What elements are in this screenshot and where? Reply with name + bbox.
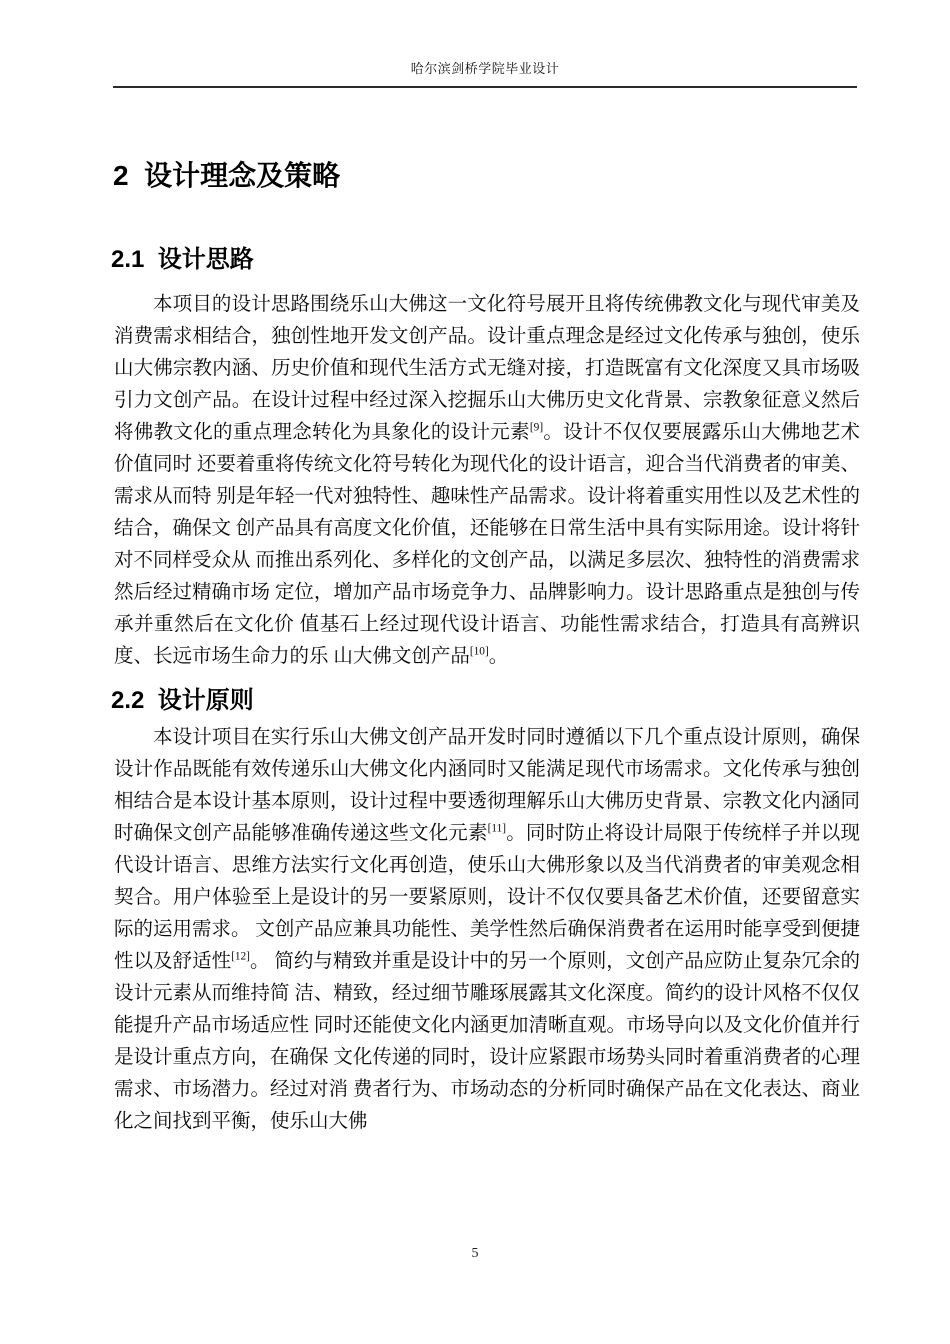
page-header: [113, 58, 857, 88]
header-title: 哈尔滨剑桥学院毕业设计: [410, 61, 560, 76]
section-heading-design-approach: 2.1 设计思路: [111, 246, 254, 273]
section-body-design-approach: 本项目的设计思路围绕乐山大佛这一文化符号展开且将传统佛教文化与现代审美及消费需求相结合，独创性地开发文创产品。设计重点理念是经过文化传承与独创，使乐山大佛宗教内涵、历史价值和现代生活方式无缝对接，打造既富有文化深度又具市场吸引力文创产品。在设计过程中经过深入挖掘乐山大佛历史文化背景、宗教象征意义然后将佛教文化的重点理念转化为具象化的设计元素[9]。设计不仅仅要展露乐山大佛地艺术价值同时 还要着重将传统文化符号转化为现代化的设计语言，迎合当代消费者的审美、需求从而特 别是年轻一代对独特性、趣味性产品需求。设计将着重实用性以及艺术性的结合，确保文 创产品具有高度文化价值，还能够在日常生活中具有实际用途。设计将针对不同样受众从 而推出系列化、多样化的文创产品，以满足多层次、独特性的消费需求然后经过精确市场 定位，增加产品市场竞争力、品牌影响力。设计思路重点是独创与传承并重然后在文化价 值基石上经过现代设计语言、功能性需求结合，打造具有高辨识度、长远市场生命力的乐 山大佛文创产品[10]。: [114, 294, 860, 667]
section-body-design-principles: 本设计项目在实行乐山大佛文创产品开发时同时遵循以下几个重点设计原则，确保设计作品既能有效传递乐山大佛文化内涵同时又能满足现代市场需求。文化传承与独创相结合是本设计基本原则，设计过程中要透彻理解乐山大佛历史背景、宗教文化内涵同时确保文创产品能够准确传递这些文化元素[11]。同时防止将设计局限于传统样子并以现代设计语言、思维方法实行文化再创造，使乐山大佛形象以及当代消费者的审美观念相契合。用户体验至上是设计的另一要紧原则，设计不仅仅要具备艺术价值，还要留意实际的运用需求。 文创产品应兼具功能性、美学性然后确保消费者在运用时能享受到便捷性以及舒适性[12]。 简约与精致并重是设计中的另一个原则，文创产品应防止复杂冗余的设计元素从而维持简 洁、精致，经过细节雕琢展露其文化深度。简约的设计风格不仅仅能提升产品市场适应性 同时还能使文化内涵更加清晰直观。市场导向以及文化价值并行是设计重点方向，在确保 文化传递的同时，设计应紧跟市场势头同时着重消费者的心理需求、市场潜力。经过对消 费者行为、市场动态的分析同时确保产品在文化表达、商业化之间找到平衡，使乐山大佛: [114, 727, 860, 1132]
chapter-heading: 2 设计理念及策略: [113, 160, 341, 191]
section-heading-design-principles: 2.2 设计原则: [111, 687, 254, 714]
page-number: 5: [471, 1246, 479, 1261]
